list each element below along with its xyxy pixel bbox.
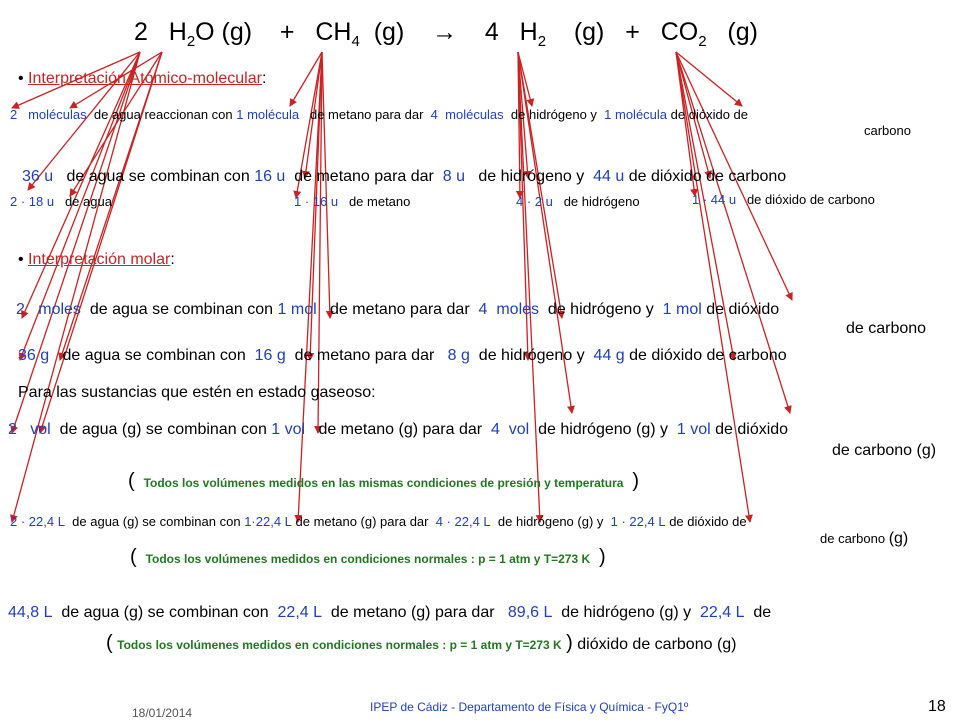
reaction-arrow: → — [432, 18, 458, 46]
formula-h2: $H_2$ (g) — [519, 18, 605, 50]
page-number: 18 — [928, 698, 946, 715]
atomic-line-3-co2: 1 · 44 u de dióxido de carbono — [692, 192, 875, 207]
chemical-equation — [134, 18, 758, 50]
note-normal-conditions-1: ( Todos los volúmenes medidos en condiciones normales : p = 1 atm y T=273 K ) — [130, 546, 606, 568]
plus-sign: + — [279, 18, 295, 46]
plus-sign: + — [625, 18, 640, 46]
arrow-h2o-coef-6 — [12, 52, 140, 522]
coef-h2: 4 — [484, 18, 499, 46]
coef-h2o: 2 — [134, 18, 148, 46]
footer-credit: IPEP de Cádiz - Departamento de Física y Química - FyQ1º — [370, 700, 689, 714]
arrow-co2-1 — [676, 52, 742, 106]
atomic-line-2: 36 u de agua se combinan con 16 u de metano para dar 8 u de hidrógeno y 44 u de dióxido de carbono — [22, 168, 787, 185]
section-heading-molar: • Interpretación molar: — [18, 251, 175, 268]
bullet: • — [18, 251, 29, 268]
molar-line-1: 2 moles de agua se combinan con 1 mol de metano para dar 4 moles de hidrógeno y 1 mol de dióxido — [16, 301, 780, 318]
molar-line-2: 36 g de agua se combinan con 16 g de metano para dar 8 g de hidrógeno y 44 g de dióxido de carbono — [18, 347, 787, 364]
gas-line-2-cont: de carbono (g) — [820, 530, 909, 547]
note-normal-conditions-2: ( Todos los volúmenes medidos en condiciones normales : p = 1 atm y T=273 K ) dióxido de carbono (g) — [106, 632, 737, 654]
footer-date: 18/01/2014 — [132, 706, 193, 720]
molar-line-1-cont: de carbono — [846, 320, 927, 337]
formula-ch4: $CH_4$ (g) — [315, 18, 405, 50]
section-heading-atomic: • Interpretación Atómico-molecular: — [18, 70, 267, 87]
gas-line-3: 44,8 L de agua (g) se combinan con 22,4 L de metano (g) para dar 89,6 L de hidrógeno (g) y 22,4 L de — [8, 604, 772, 621]
formula-h2o: $H_2O$ (g) — [168, 18, 253, 50]
bullet: • — [18, 70, 29, 87]
formula-co2: $CO_2$ (g) — [660, 18, 758, 50]
gas-line-1: 2 vol de agua (g) se combinan con 1 vol de metano (g) para dar 4 vol de hidrógeno (g) y 1 vol de dióxido — [8, 421, 789, 438]
atomic-line-1: 2 moléculas de agua reaccionan con 1 molécula de metano para dar 4 moléculas de hidrógeno y 1 molécula de dióxido de — [10, 107, 748, 122]
atomic-line-1-cont: carbono — [864, 123, 911, 138]
atomic-line-3-water: 2 · 18 u de agua — [10, 194, 112, 209]
atomic-line-3-methane: 1 · 16 u de metano — [294, 194, 411, 209]
arrow-co2-7 — [676, 52, 750, 522]
atomic-line-3-hydrogen: 4 · 2 u de hidrógeno — [516, 194, 640, 209]
section-heading-gas: Para las sustancias que estén en estado gaseoso: — [18, 384, 376, 401]
gas-line-1-cont: de carbono (g) — [832, 442, 937, 459]
gas-line-2: 2 · 22,4 L de agua (g) se combinan con 1·22,4 L de metano (g) para dar 4 · 22,4 L de hidrógeno (g) y 1 · 22,4 L de dióxido de — [10, 514, 747, 529]
note-same-conditions: ( Todos los volúmenes medidos en las mismas condiciones de presión y temperatura ) — [128, 470, 640, 492]
